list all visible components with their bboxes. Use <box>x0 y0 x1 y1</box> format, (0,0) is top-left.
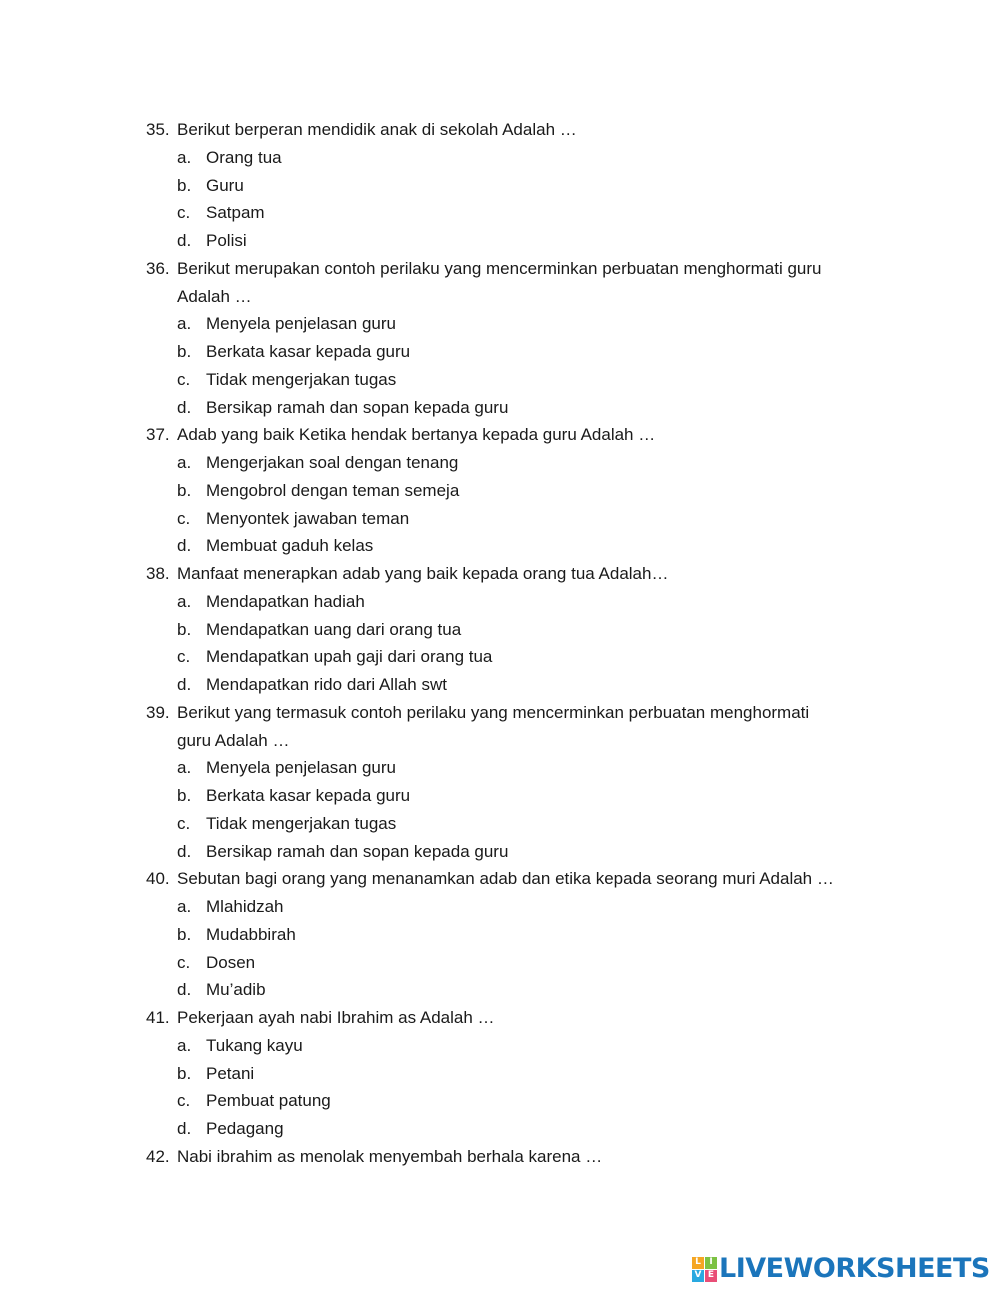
option-text: Menyela penjelasan guru <box>206 314 396 334</box>
question-41 <box>0 1004 1000 1143</box>
question-35 <box>0 116 1000 255</box>
option-letter: b. <box>177 619 192 639</box>
option-letter: b. <box>177 786 192 805</box>
option-c[interactable] <box>0 643 1000 671</box>
question-42 <box>0 1143 1000 1171</box>
option-letter: d. <box>177 675 192 694</box>
option-a[interactable] <box>0 754 1000 782</box>
option-letter: a. <box>177 147 192 167</box>
logo-block-l: L <box>692 1257 704 1269</box>
question-text-continuation: Adalah … <box>177 286 252 306</box>
option-letter: d. <box>177 231 192 250</box>
logo-blocks-icon <box>692 1257 717 1282</box>
logo-block-v: V <box>692 1270 704 1282</box>
question-text <box>0 116 1000 144</box>
logo-text: LIVEWORKSHEETS <box>719 1253 990 1284</box>
question-39 <box>0 699 1000 866</box>
worksheet <box>0 116 1000 1171</box>
question-text <box>0 699 1000 727</box>
option-d[interactable] <box>0 532 1000 560</box>
option-text: Mlahidzah <box>206 897 284 916</box>
question-number: 38. <box>146 564 170 583</box>
question-text-line: Nabi ibrahim as menolak menyembah berhala karena … <box>177 1146 603 1166</box>
option-a[interactable] <box>0 310 1000 338</box>
logo-block-e: E <box>705 1270 717 1282</box>
question-number: 40. <box>146 869 170 889</box>
option-text: Mengerjakan soal dengan tenang <box>206 453 459 472</box>
option-text: Mu’adib <box>206 980 266 1000</box>
option-d[interactable] <box>0 394 1000 422</box>
option-text: Membuat gaduh kelas <box>206 536 374 556</box>
question-number: 37. <box>146 425 170 445</box>
option-letter: c. <box>177 647 191 667</box>
option-d[interactable] <box>0 1115 1000 1143</box>
question-37 <box>0 421 1000 560</box>
option-b[interactable] <box>0 338 1000 366</box>
logo-block-i: I <box>705 1257 717 1269</box>
option-c[interactable] <box>0 810 1000 838</box>
option-text: Tukang kayu <box>206 1035 303 1055</box>
option-letter: a. <box>177 453 192 472</box>
option-text: Orang tua <box>206 147 282 167</box>
option-text: Polisi <box>206 231 247 250</box>
option-text: Mendapatkan uang dari orang tua <box>206 619 462 639</box>
option-text: Bersikap ramah dan sopan kepada guru <box>206 397 509 417</box>
question-36 <box>0 255 1000 422</box>
option-text: Menyontek jawaban teman <box>206 508 410 528</box>
option-letter: a. <box>177 897 192 916</box>
option-letter: a. <box>177 591 192 611</box>
option-c[interactable] <box>0 199 1000 227</box>
option-d[interactable] <box>0 671 1000 699</box>
question-number: 41. <box>146 1008 170 1027</box>
option-letter: a. <box>177 314 192 334</box>
option-d[interactable] <box>0 838 1000 866</box>
option-b[interactable] <box>0 477 1000 505</box>
option-text: Dosen <box>206 952 256 972</box>
option-a[interactable] <box>0 588 1000 616</box>
question-text-line: Berikut berperan mendidik anak di sekolah Adalah … <box>177 120 577 139</box>
option-text: Mendapatkan hadiah <box>206 591 365 611</box>
question-text-line: Sebutan bagi orang yang menanamkan adab dan etika kepada seorang muri Adalah … <box>177 869 834 889</box>
option-c[interactable] <box>0 505 1000 533</box>
option-letter: a. <box>177 1035 192 1055</box>
option-text: Tidak mengerjakan tugas <box>206 369 397 389</box>
option-letter: b. <box>177 342 192 361</box>
option-a[interactable] <box>0 893 1000 921</box>
question-text-line: Pekerjaan ayah nabi Ibrahim as Adalah … <box>177 1008 495 1027</box>
question-40 <box>0 865 1000 1004</box>
question-number: 42. <box>146 1146 170 1166</box>
option-a[interactable] <box>0 1032 1000 1060</box>
option-text: Satpam <box>206 203 265 223</box>
option-text: Pembuat patung <box>206 1091 331 1111</box>
option-a[interactable] <box>0 449 1000 477</box>
question-text-line: Adab yang baik Ketika hendak bertanya kepada guru Adalah … <box>177 425 656 445</box>
option-letter: c. <box>177 203 191 223</box>
option-letter: b. <box>177 175 192 195</box>
option-d[interactable] <box>0 976 1000 1004</box>
question-text-line: Berikut yang termasuk contoh perilaku yang mencerminkan perbuatan menghormati <box>177 702 810 722</box>
option-b[interactable] <box>0 1060 1000 1088</box>
option-letter: d. <box>177 397 192 417</box>
option-d[interactable] <box>0 227 1000 255</box>
option-b[interactable] <box>0 782 1000 810</box>
option-c[interactable] <box>0 949 1000 977</box>
question-text <box>0 560 1000 588</box>
option-text: Bersikap ramah dan sopan kepada guru <box>206 841 509 861</box>
question-text <box>0 1143 1000 1171</box>
option-letter: c. <box>177 508 191 528</box>
option-text: Mendapatkan upah gaji dari orang tua <box>206 647 493 667</box>
question-text <box>0 1004 1000 1032</box>
question-text <box>0 865 1000 893</box>
option-text: Berkata kasar kepada guru <box>206 786 411 805</box>
question-text-continuation: guru Adalah … <box>177 730 290 750</box>
option-letter: a. <box>177 758 192 778</box>
option-text: Menyela penjelasan guru <box>206 758 396 778</box>
option-letter: b. <box>177 1063 192 1083</box>
option-letter: d. <box>177 841 192 861</box>
option-letter: d. <box>177 536 192 556</box>
option-text: Pedagang <box>206 1119 284 1138</box>
option-letter: d. <box>177 1119 192 1138</box>
option-text: Tidak mengerjakan tugas <box>206 813 397 833</box>
question-text <box>0 255 1000 283</box>
question-text-line: Berikut merupakan contoh perilaku yang mencerminkan perbuatan menghormati guru <box>177 258 822 278</box>
question-text-line: Manfaat menerapkan adab yang baik kepada orang tua Adalah… <box>177 564 669 583</box>
question-number: 39. <box>146 702 170 722</box>
option-b[interactable] <box>0 921 1000 949</box>
question-number: 35. <box>146 120 170 139</box>
option-a[interactable] <box>0 144 1000 172</box>
option-letter: b. <box>177 480 192 500</box>
option-text: Berkata kasar kepada guru <box>206 342 411 361</box>
option-letter: c. <box>177 952 191 972</box>
option-text: Mendapatkan rido dari Allah swt <box>206 675 447 694</box>
question-38 <box>0 560 1000 699</box>
option-letter: c. <box>177 1091 191 1111</box>
option-b[interactable] <box>0 616 1000 644</box>
option-text: Guru <box>206 175 244 195</box>
option-letter: c. <box>177 369 191 389</box>
question-text <box>0 421 1000 449</box>
question-number: 36. <box>146 258 170 278</box>
option-text: Petani <box>206 1063 255 1083</box>
option-letter: b. <box>177 924 192 944</box>
liveworksheets-logo <box>692 1254 990 1284</box>
option-letter: d. <box>177 980 192 1000</box>
option-b[interactable] <box>0 172 1000 200</box>
option-letter: c. <box>177 813 191 833</box>
option-text: Mudabbirah <box>206 924 296 944</box>
option-c[interactable] <box>0 1087 1000 1115</box>
option-text: Mengobrol dengan teman semeja <box>206 480 460 500</box>
option-c[interactable] <box>0 366 1000 394</box>
